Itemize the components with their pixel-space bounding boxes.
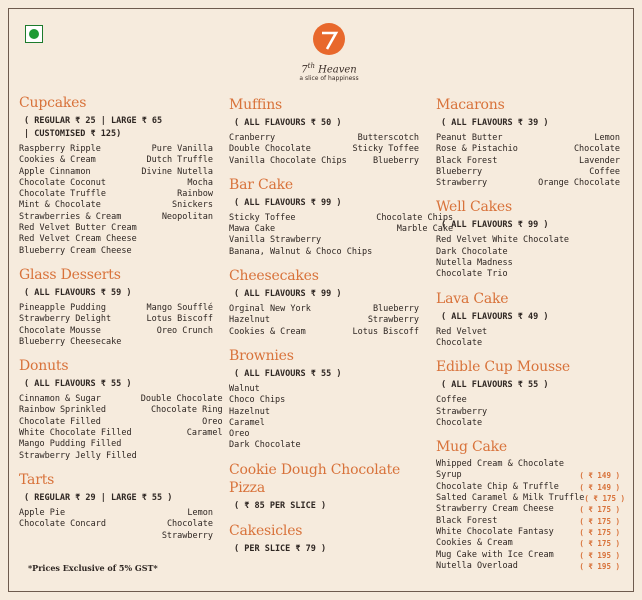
mug-cake-row [436,459,620,470]
menu-item: Chocolate Ring [150,405,223,416]
menu-item: Double Chocolate [140,394,223,405]
section-title: Cheesecakes [229,268,319,285]
menu-item: Oreo [229,429,250,440]
mug-cake-row [436,470,620,481]
menu-item: Pineapple Pudding [19,302,106,313]
menu-item: Rainbow Sprinkled [19,405,106,416]
menu-item: Peanut Butter [436,133,503,143]
menu-item: Chocolate Trio [436,269,508,280]
menu-item: Oreo [202,416,223,427]
mug-cake-row [436,504,620,515]
price-info [436,219,620,232]
price-info [19,115,213,141]
price-info [19,287,213,300]
item-list [229,384,419,452]
menu-item: Lotus Biscoff [146,314,213,325]
menu-item: Chocolate [436,417,483,428]
section-macarons [436,96,620,189]
menu-item: Lotus Biscoff [352,326,419,337]
menu-item: Nutella Overload [436,560,518,571]
item-price: ( ₹ 149 ) [579,471,620,481]
menu-item: Chocolate [436,337,483,348]
item-price: ( ₹ 175 ) [579,539,620,549]
menu-item: Strawberry [436,406,488,417]
menu-item: Sticky Toffee [352,144,419,155]
menu-item: Dark Chocolate [436,246,508,257]
mug-cake-row [436,527,620,538]
menu-item: Cookies & Cream [436,538,513,549]
menu-item: Cookies & Cream [19,155,96,166]
menu-item: Salted Caramel & Milk Truffle [436,493,585,504]
section-mug-cake [436,438,626,572]
menu-item: Banana, Walnut & Choco Chips [229,246,373,257]
menu-item: Vanilla Chocolate Chips [229,155,347,166]
menu-item [141,246,213,257]
menu-item: Lavender [579,155,620,166]
menu-item: Marble Cake [396,224,454,235]
section-cupcakes [19,94,213,257]
menu-item: Apple Cinnamon [19,166,91,177]
mug-cake-row [436,538,620,549]
menu-item: Vanilla Strawberry [229,235,322,246]
brand-tagline: a slice of happiness [299,75,359,83]
menu-item: Sticky Toffee [229,212,296,223]
price-info [229,500,419,513]
price-info [19,492,213,505]
menu-item: Apple Pie [19,507,66,518]
item-price: ( ₹ 175 ) [579,516,620,526]
menu-item: Neopolitan [161,211,213,222]
menu-item: Chocolate Truffle [19,189,106,200]
menu-item: Chocolate Mousse [19,325,101,336]
menu-item: Chocolate [166,519,213,530]
menu-item: Strawberry [436,178,488,189]
menu-item: Divine Nutella [141,166,213,177]
menu-item: Strawberries & Cream [19,211,122,222]
menu-item: Chocolate Filled [19,416,101,427]
menu-item: Dutch Truffle [146,155,213,166]
section-title: Tarts [19,471,55,488]
menu-item: Raspberry Ripple [19,144,101,154]
menu-item: Choco Chips [229,395,286,406]
menu-item [141,451,223,462]
price-line: ( ALL FLAVOURS ₹ 59 ) [24,287,132,298]
price-line: ( ALL FLAVOURS ₹ 55 ) [441,380,549,391]
item-list [19,508,213,542]
mug-cake-row [436,493,626,504]
price-line: ( ALL FLAVOURS ₹ 55 ) [234,368,342,379]
menu-column-3 [436,96,626,581]
item-list [19,144,213,257]
menu-item [141,234,213,245]
section-cakesicles [229,522,419,556]
menu-item: Red Velvet Cream Cheese [19,234,137,245]
item-list [229,304,419,338]
gst-footnote: *Prices Exclusive of 5% GST* [28,563,158,573]
menu-item: Oreo Crunch [156,325,213,336]
section-cheesecakes [229,267,419,338]
menu-item [19,531,106,542]
menu-item: Caramel [229,417,265,428]
brand-logo [284,22,374,83]
menu-item: Butterscotch [357,133,419,143]
price-line: ( ₹ 85 PER SLICE ) [234,500,327,511]
menu-item: Black Forest [436,515,498,526]
item-list [436,235,620,280]
section-title: Muffins [229,97,282,113]
menu-item: Chocolate Concard [19,519,106,530]
section-title: Bar Cake [229,176,294,193]
menu-item: Nutella Madness [436,258,513,269]
price-info [436,117,620,130]
item-price: ( ₹ 175 ) [579,505,620,515]
menu-item: Cookies & Cream [229,326,306,337]
section-bar-cake [229,176,454,258]
price-line: ( ALL FLAVOURS ₹ 99 ) [234,289,342,300]
menu-item: White Chocolate Filled [19,428,132,439]
menu-item: Rainbow [177,189,213,200]
price-info [229,543,419,556]
price-info [229,197,419,210]
menu-item: Mint & Chocolate [19,200,101,211]
section-title: Donuts [19,358,69,375]
menu-item: Blueberry [372,304,419,315]
menu-item: Cinnamon & Sugar [19,394,101,405]
menu-item: Strawberry [367,315,419,326]
menu-item: Caramel [186,428,223,439]
menu-item [141,223,213,234]
item-list [229,212,454,258]
section-donuts [19,357,223,462]
price-line: ( PER SLICE ₹ 79 ) [234,543,327,554]
menu-item: Double Chocolate [229,144,311,155]
section-title: Macarons [436,97,505,113]
price-line: ( ALL FLAVOURS ₹ 55 ) [24,379,132,390]
menu-item: Chocolate Coconut [19,177,106,188]
section-title: Cookie Dough Chocolate Pizza [229,461,401,496]
section-title: Edible Cup Mousse [436,359,571,376]
menu-item: Red Velvet Butter Cream [19,223,137,234]
price-line: ( ALL FLAVOURS ₹ 50 ) [234,118,342,128]
section-cookie-dough-chocolate-pizza [229,461,419,513]
item-list [19,394,223,462]
menu-item: Chocolate Chips [376,212,454,223]
section-title: Mug Cake [436,439,507,456]
section-edible-cup-mousse [436,358,620,429]
price-line: | CUSTOMISED ₹ 125) [24,129,122,139]
menu-item: Coffee [589,166,620,177]
item-list [436,395,620,429]
section-brownies [229,347,419,452]
menu-item: Dark Chocolate [229,440,301,451]
mug-cake-row [436,516,620,527]
section-well-cakes [436,198,620,280]
menu-item: Orginal New York [229,304,311,315]
price-info [229,288,419,301]
menu-item: Strawberry Jelly Filled [19,450,137,461]
section-glass-desserts [19,266,213,348]
section-lava-cake [436,290,620,350]
menu-item: Chocolate [573,144,620,155]
menu-item: Cranberry [229,133,276,143]
section-tarts [19,471,213,542]
menu-item: White Chocolate Fantasy [436,526,554,537]
section-title: Well Cakes [436,199,512,216]
price-info [436,311,620,324]
price-info [229,368,419,381]
item-price: ( ₹ 175 ) [579,527,620,537]
item-list [229,133,419,167]
section-title: Cakesicles [229,522,303,539]
menu-item: Mango Pudding Filled [19,439,122,450]
menu-item: Mango Soufflé [146,302,213,313]
price-info [229,117,419,130]
menu-item: Mocha [187,177,213,188]
menu-item: Blueberry [372,155,419,166]
mug-cake-row [436,482,620,493]
item-list [19,303,213,348]
menu-item: Blueberry Cheesecake [19,336,122,347]
menu-item: Black Forest [436,155,498,166]
menu-item: Red Velvet White Chocolate [436,235,570,246]
price-line: ( REGULAR ₹ 29 | LARGE ₹ 55 ) [24,492,173,503]
menu-item [146,337,213,348]
menu-item: Hazelnut [229,315,270,326]
price-line: ( ALL FLAVOURS ₹ 99 ) [441,220,549,231]
menu-item: Orange Chocolate [538,178,620,189]
menu-item: Snickers [172,200,213,211]
menu-item: Coffee [436,395,467,406]
menu-item: Chocolate Chip & Truffle [436,481,559,492]
menu-item: Strawberry Cream Cheese [436,504,554,515]
mug-cake-row [436,550,620,561]
menu-item: Pure Vanilla [151,144,213,154]
menu-item: Blueberry [436,166,483,177]
item-price: ( ₹ 175 ) [584,494,626,504]
menu-item: Mawa Cake [229,224,276,235]
item-list [436,133,620,189]
brand-name: 7th Heaven [301,62,357,76]
brand-7-icon [312,22,346,56]
item-price: ( ₹ 195 ) [579,561,620,571]
price-line: ( ALL FLAVOURS ₹ 39 ) [441,118,549,128]
menu-item: Syrup [436,470,462,481]
section-title: Lava Cake [436,290,509,307]
price-line: ( ALL FLAVOURS ₹ 49 ) [441,311,549,322]
menu-item: Walnut [229,383,260,394]
menu-item: Rose & Pistachio [436,144,518,155]
section-title: Brownies [229,347,294,364]
veg-symbol-icon [25,25,43,43]
menu-item: Mug Cake with Ice Cream [436,549,554,560]
menu-item: Whipped Cream & Chocolate [436,459,564,470]
menu-item: Strawberry Delight [19,314,112,325]
price-line: ( REGULAR ₹ 25 | LARGE ₹ 65 [24,116,163,126]
price-info [436,379,620,392]
price-line: ( ALL FLAVOURS ₹ 99 ) [234,197,342,208]
menu-item: Lemon [187,507,213,518]
section-title: Glass Desserts [19,266,121,283]
menu-column-1 [19,94,223,551]
menu-item: Lemon [594,133,620,143]
section-muffins [229,96,419,167]
menu-item: Red Velvet [436,326,488,337]
menu-item: Strawberry [161,530,213,541]
menu-item [141,439,223,450]
item-list [436,327,620,350]
section-title: Cupcakes [19,95,87,111]
menu-item: Blueberry Cream Cheese [19,245,132,256]
mug-cake-row [436,561,620,572]
price-info [19,378,213,391]
menu-item: Hazelnut [229,406,270,417]
item-price: ( ₹ 195 ) [579,550,620,560]
item-price: ( ₹ 149 ) [579,482,620,492]
